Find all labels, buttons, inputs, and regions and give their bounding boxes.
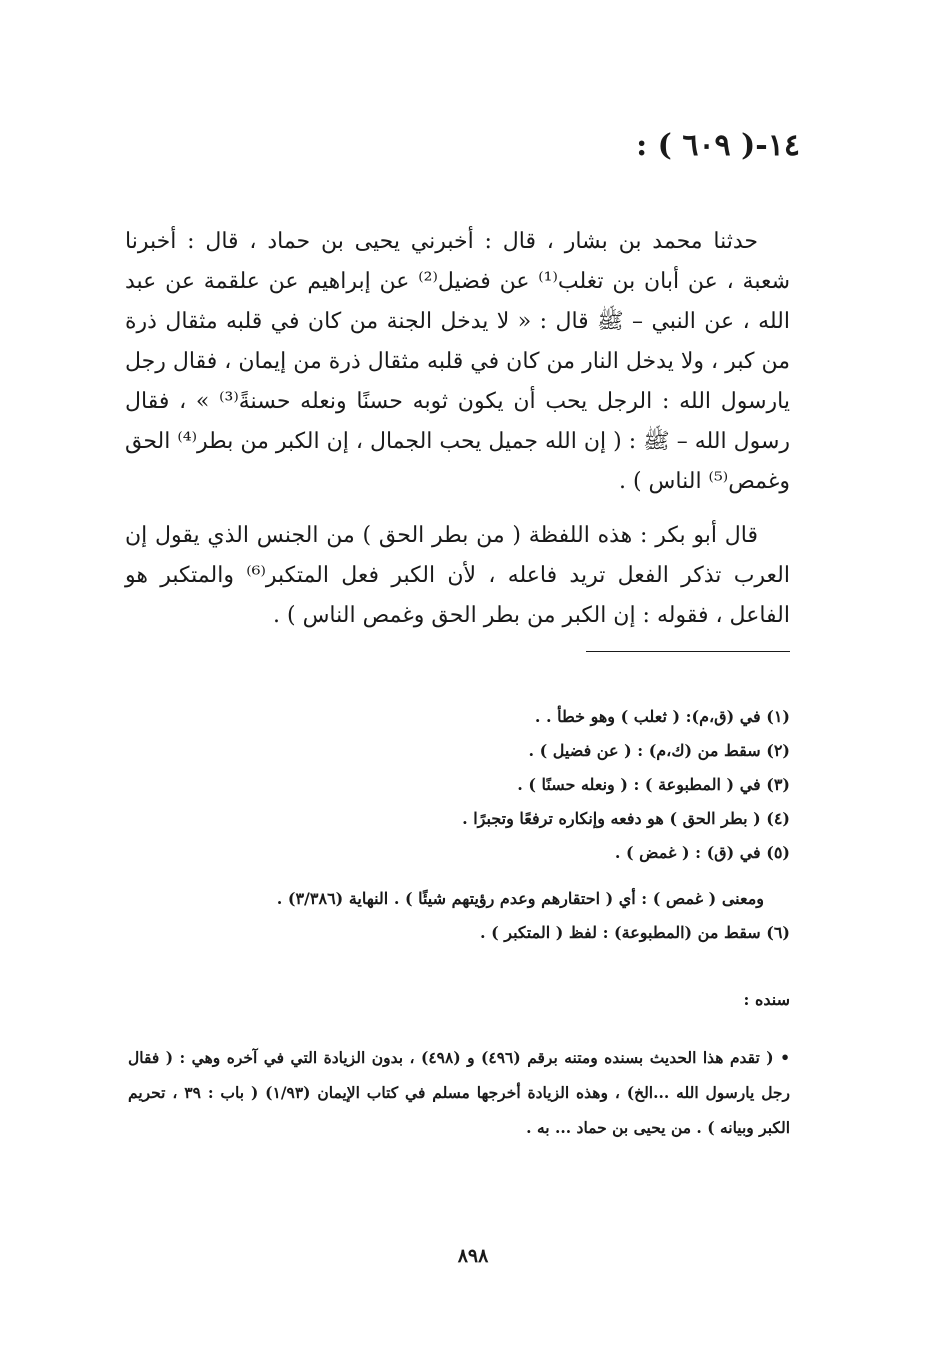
hadith-text-paragraph: حدثنا محمد بن بشار ، قال : أخبرني يحيى بن حماد ، قال : أخبرنا شعبة ، عن أبان بن تغلب⁽¹⁾ عن فضيل⁽²⁾ عن إبراهيم عن علقمة عن عبد الله ، عن النبي – ﷺ قال : « لا يدخل الجنة من كان في قلبه مثقال ذرة من كبر ، ولا يدخل النار من كان في قلبه مثقال ذرة من إيمان ، فقال رجل يارسول الله : الرجل يحب أن يكون ثوبه حسنًا ونعله حسنةً⁽³⁾ » ، فقال رسول الله – ﷺ : ( إن الله جميل يحب الجمال ، إن الكبر من بطر⁽⁴⁾ الحق وغمص⁽⁵⁾ الناس ) .	[125, 229, 791, 494]
footnotes	[250, 700, 790, 950]
page-number: ٨٩٨	[457, 1245, 489, 1267]
footnote-2: (٢) سقط من (ك،م) : ( عن فضيل ) .	[528, 741, 790, 760]
footnote-meaning: ومعنى ( غمص ) : أي ( احتقارهم وعدم رؤيتهم شيئًا ) . النهاية (٣/٣٨٦) .	[276, 889, 764, 908]
footnote-4: (٤) ( بطر الحق ) هو دفعه وإنكاره ترفعًا وتجبرًا .	[462, 809, 790, 828]
footnote-3: (٣) في ( المطبوعة ) : ( ونعله حسنًا ) .	[517, 775, 790, 794]
footnote-6: (٦) سقط من (المطبوعة) : لفظ ( المتكبر ) .	[479, 923, 790, 942]
hadith-body	[125, 222, 790, 650]
commentary-paragraph: قال أبو بكر : هذه اللفظة ( من بطر الحق ) من الجنس الذي يقول إن العرب تذكر الفعل تريد فاعله ، لأن الكبر فعل المتكبر⁽⁶⁾ والمتكبر هو الفاعل ، فقوله : إن الكبر من بطر الحق وغمص الناس ) .	[125, 523, 790, 628]
sanad-heading: سنده :	[743, 990, 790, 1009]
footnote-1: (١) في (ق،م): ( ثعلب ) وهو خطأ . .	[534, 707, 790, 726]
hadith-number-heading: ١٤-( ٦٠٩ ) :	[636, 128, 800, 163]
footnote-5: (٥) في (ق) : ( غمض ) .	[614, 843, 790, 862]
footnote-separator	[586, 651, 790, 652]
sanad-text: • ( تقدم هذا الحديث بسنده ومتنه برقم (٤٩٦) و (٤٩٨) ، بدون الزيادة التي في آخره وهي : ( فقال رجل يارسول الله ...الخ) ، وهذه الزيادة أخرجها مسلم في كتاب الإيمان (١/٩٣) ( باب : ٣٩ ، تحريم الكبر وبيانه ) . من يحيى بن حماد ... به .	[128, 1048, 791, 1137]
